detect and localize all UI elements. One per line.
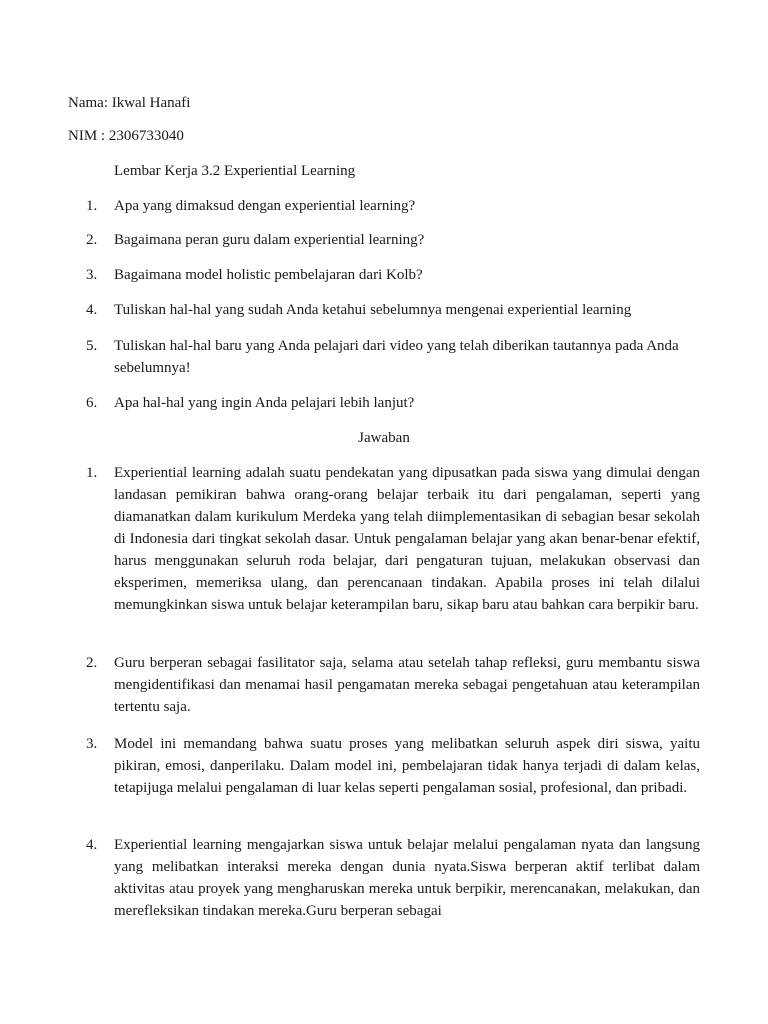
answer-number: 2. (86, 655, 98, 671)
question-text: Apa hal-hal yang ingin Anda pelajari lebih lanjut? (114, 395, 415, 411)
answer-number: 4. (86, 837, 98, 853)
worksheet-title: Lembar Kerja 3.2 Experiential Learning (114, 163, 356, 179)
question-text: Tuliskan hal-hal baru yang Anda pelajari dari video yang telah diberikan tautannya pada Anda sebelumnya! (114, 338, 679, 376)
question-text: Bagaimana model holistic pembelajaran dari Kolb? (114, 267, 423, 283)
student-name: Nama: Ikwal Hanafi (68, 95, 191, 111)
answer-number: 1. (86, 465, 98, 481)
question-number: 2. (86, 232, 98, 248)
answer-text: Experiential learning adalah suatu pendekatan yang dipusatkan pada siswa yang dimulai dengan landasan pemikiran bahwa orang-orang belajar terbaik itu dari pengalaman, seperti yang diamanatkan dalam kurikulum Merdeka yang telah diimplementasikan di sebagian besar sekolah di Indonesia dari tingkat sekolah dasar. Untuk pengalaman belajar yang akan benar-benar efektif, harus menggunakan seluruh roda belajar, dari pengaturan tujuan, melakukan observasi dan eksperimen, memeriksa ulang, dan perencanaan tindakan. Apabila proses ini telah dilalui memungkinkan siswa untuk belajar keterampilan baru, sikap baru atau bahkan cara berpikir baru. (114, 465, 700, 613)
question-text: Tuliskan hal-hal yang sudah Anda ketahui sebelumnya mengenai experiential learning (114, 302, 632, 318)
answer-text: Model ini memandang bahwa suatu proses yang melibatkan seluruh aspek diri siswa, yaitu pikiran, emosi, danperilaku. Dalam model ini, pembelajaran tidak hanya terjadi di dalam kelas, tetapijuga melalui pengalaman di luar kelas seperti pengalaman sosial, profesional, dan pribadi. (114, 736, 700, 796)
answers-heading: Jawaban (358, 430, 410, 446)
question-number: 5. (86, 338, 98, 354)
question-text: Bagaimana peran guru dalam experiential learning? (114, 232, 425, 248)
question-number: 1. (86, 198, 98, 214)
answer-number: 3. (86, 736, 98, 752)
question-number: 3. (86, 267, 98, 283)
question-number: 6. (86, 395, 98, 411)
answer-text: Guru berperan sebagai fasilitator saja, selama atau setelah tahap refleksi, guru membantu siswa mengidentifikasi dan menamai hasil pengamatan mereka sebagai pengetahuan atau keterampilan tertentu saja. (114, 655, 700, 715)
student-nim: NIM : 2306733040 (68, 128, 184, 144)
question-number: 4. (86, 302, 98, 318)
answer-text: Experiential learning mengajarkan siswa untuk belajar melalui pengalaman nyata dan langsung yang melibatkan interaksi mereka dengan dunia nyata.Siswa berperan aktif terlibat dalam aktivitas atau proyek yang mengharuskan mereka untuk berpikir, merencanakan, melakukan, dan merefleksikan tindakan mereka.Guru berperan sebagai (114, 837, 700, 919)
question-text: Apa yang dimaksud dengan experiential learning? (114, 198, 416, 214)
